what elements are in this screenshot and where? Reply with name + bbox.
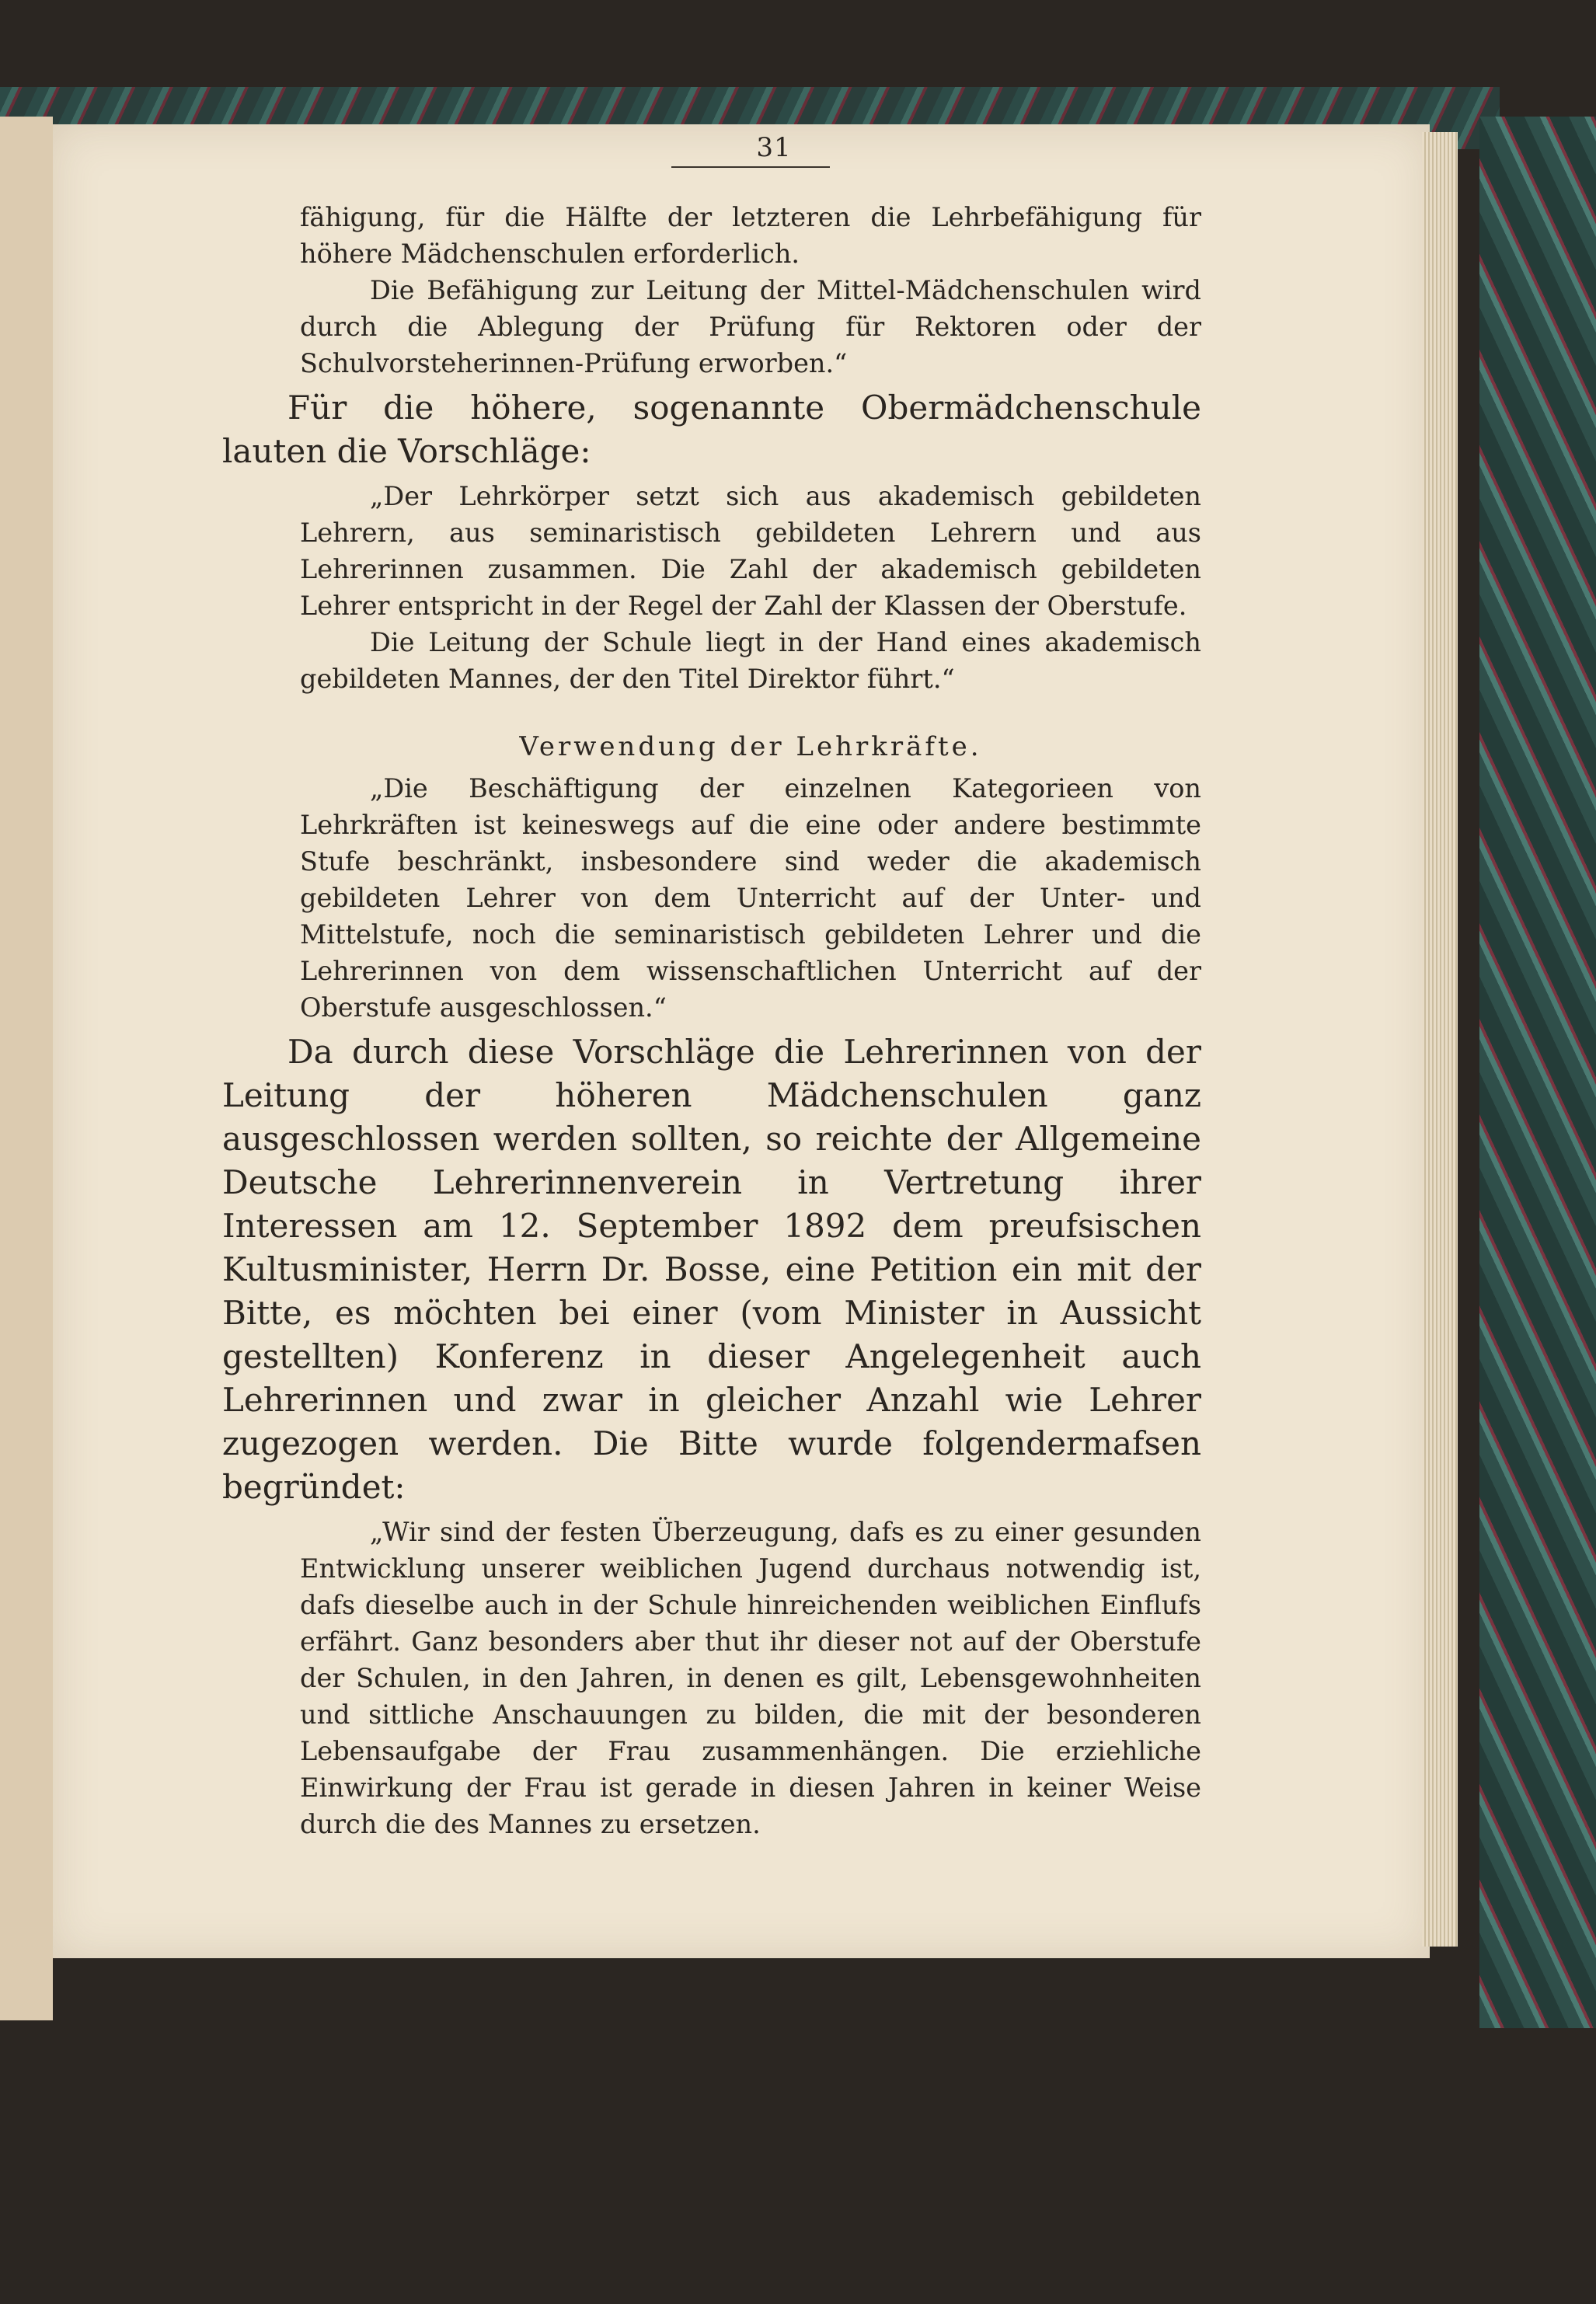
paragraph-8: „Wir sind der festen Überzeugung, dafs es zu einer gesunden Entwicklung unserer weiblichen Jugend durchaus notwendig ist, dafs dieselbe auch in der Schule hinreichenden weiblichen Einflufs erfährt. Ganz besonders aber thut ihr dieser not auf der Oberstufe der Schulen, in den Jahren, in denen es gilt, Lebensgewohnheiten und sittliche Anschauungen zu bilden, die mit der besonderen Lebensaufgabe der Frau zusammenhängen. Die erziehliche Einwirkung der Frau ist gerade in diesen Jahren in keiner Weise durch die des Mannes zu ersetzen. [300,1517,1201,1839]
page-number: 31 [756,132,792,163]
paragraph-1: fähigung, für die Hälfte der letzteren die Lehrbefähigung für höhere Mädchenschulen erforderlich. [300,202,1201,269]
marbled-endpaper-right [1479,117,1596,2028]
paragraph-7: Da durch diese Vorschläge die Lehrerinnen von der Leitung der höheren Mädchenschulen ganz ausgeschlossen werden sollten, so reichte der Allgemeine Deutsche Lehrerinnenverein in Vertretung ihrer Interessen am 12. September 1892 dem preufsischen Kultusminister, Herrn Dr. Bosse, eine Petition ein mit der Bitte, es möchten bei einer (vom Minister in Aussicht gestellten) Konferenz in dieser Angelegenheit auch Lehrerinnen und zwar in gleicher Anzahl wie Lehrer zugezogen werden. Die Bitte wurde folgendermafsen begründet: [222,1033,1201,1506]
section-heading: Verwendung der Lehrkräfte. [519,731,982,762]
paragraph-6: „Die Beschäftigung der einzelnen Kategorieen von Lehrkräften ist keineswegs auf die eine oder andere bestimmte Stufe beschränkt, insbesondere sind weder die akademisch gebildeten Lehrer von dem Unterricht auf der Unter- und Mittelstufe, noch die seminaristisch gebildeten Lehrer und die Lehrerinnen von dem wissenschaftlichen Unterricht auf der Oberstufe ausgeschlossen.“ [300,773,1201,1023]
page-block-edges [1422,132,1458,1947]
paragraph-5: Die Leitung der Schule liegt in der Hand eines akademisch gebildeten Mannes, der den Titel Direktor führt.“ [300,627,1201,694]
facing-page-edge [0,117,53,2020]
paragraph-2: Die Befähigung zur Leitung der Mittel-Mädchenschulen wird durch die Ablegung der Prüfung für Rektoren oder der Schulvorsteherinnen-Prüfung erworben.“ [300,275,1201,378]
page-text [222,132,1232,1842]
paragraph-4: „Der Lehrkörper setzt sich aus akademisch gebildeten Lehrern, aus seminaristisch gebildeten Lehrern und aus Lehrerinnen zusammen. Die Zahl der akademisch gebildeten Lehrer entspricht in der Regel der Zahl der Klassen der Oberstufe. [300,481,1201,621]
page-number-rule [671,166,830,168]
paragraph-3: Für die höhere, sogenannte Obermädchenschule lauten die Vorschläge: [222,389,1201,470]
